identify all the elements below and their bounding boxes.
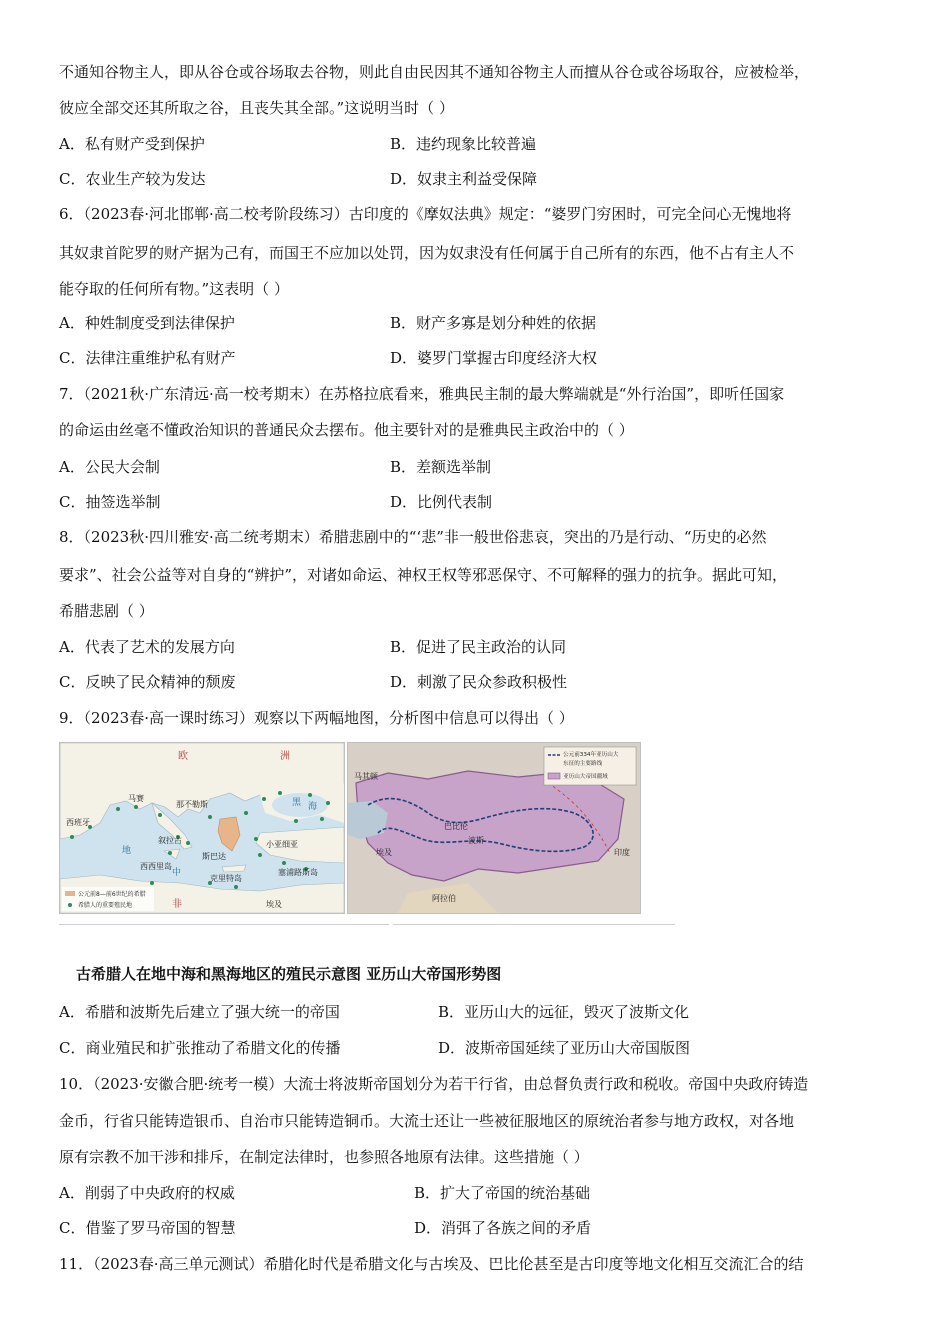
q5-option-a[interactable]: A．私有财产受到保护 <box>59 135 205 153</box>
map2-label-macedon: 马其顿 <box>354 772 378 781</box>
q10-option-a[interactable]: A．削弱了中央政府的权威 <box>59 1184 235 1202</box>
q6-option-a[interactable]: A．种姓制度受到法律保护 <box>59 314 235 332</box>
q10-option-d[interactable]: D．消弭了各族之间的矛盾 <box>414 1219 592 1237</box>
q8-option-d[interactable]: D．刺激了民众参政积极性 <box>390 673 568 691</box>
q7-option-a[interactable]: A．公民大会制 <box>59 458 160 476</box>
q5-line-1: 不通知谷物主人，即从谷仓或谷场取去谷物，则此自由民因其不通知谷物主人而擅从谷仓或谷场取谷，应被检举， <box>59 63 810 81</box>
map1-legend-1: 公元前8—前6世纪的希腊 <box>78 891 146 898</box>
q6-line-3: 能夺取的任何所有物。”这表明（ ） <box>59 280 289 298</box>
q6-line-1: 6．（2023春·河北邯郸·高二校考阶段练习）古印度的《摩奴法典》规定：“婆罗门穷困时，可完全问心无愧地将 <box>59 205 792 223</box>
map1-legend-2: 希腊人的重要殖民地 <box>78 902 133 909</box>
map1-label-crete: 克里特岛 <box>210 874 242 883</box>
q9-line-1: 9．（2023春·高一课时练习）观察以下两幅地图，分析图中信息可以得出（ ） <box>59 709 574 727</box>
q7-line-1: 7．（2021秋·广东清远·高一校考期末）在苏格拉底看来，雅典民主制的最大弊端就是“外行治国”，即听任国家 <box>59 385 785 403</box>
q9-option-d[interactable]: D．波斯帝国延续了亚历山大帝国版图 <box>438 1039 691 1057</box>
table-divider-right <box>393 924 675 925</box>
q6-option-d[interactable]: D．婆罗门掌握古印度经济大权 <box>390 349 598 367</box>
q6-line-2: 其奴隶首陀罗的财产据为己有，而国王不应加以处罚，因为奴隶没有任何属于自己所有的东西，他不占有主人不 <box>59 244 795 262</box>
q10-line-2: 金币，行省只能铸造银币、自治市只能铸造铜币。大流士还让一些被征服地区的原统治者参与地方政权，对各地 <box>59 1112 795 1130</box>
q8-line-3: 希腊悲剧（ ） <box>59 602 154 620</box>
map2-legend-2: 东征的主要路线 <box>563 761 603 767</box>
map2-label-egypt: 埃及 <box>376 848 392 857</box>
q9-option-b[interactable]: B．亚历山大的远征，毁灭了波斯文化 <box>438 1003 690 1021</box>
map1-label-sparta: 斯巴达 <box>202 852 226 861</box>
map1-label-naples: 那不勒斯 <box>176 800 208 809</box>
q9-option-c[interactable]: C．商业殖民和扩张推动了希腊文化的传播 <box>59 1039 341 1057</box>
q5-option-b[interactable]: B．违约现象比较普遍 <box>390 135 537 153</box>
map1-label-cyprus: 塞浦路斯岛 <box>278 868 318 877</box>
q8-line-2: 要求”、社会公益等对自身的“辨护”，对诸如命运、神权王权等邪恶保守、不可解释的强力的抗争。据此可知， <box>59 566 788 584</box>
q11-line-1: 11．（2023春·高三单元测试）希腊化时代是希腊文化与古埃及、巴比伦甚至是古印度等地文化相互交流汇合的结 <box>59 1255 804 1273</box>
q5-line-2: 彼应全部交还其所取之谷，且丧失其全部。”这说明当时（ ） <box>59 99 454 117</box>
q5-option-c[interactable]: C．农业生产较为发达 <box>59 170 206 188</box>
map2-legend-1: 公元前334年亚历山大 <box>563 752 619 758</box>
map2-label-india: 印度 <box>614 848 630 857</box>
q8-option-a[interactable]: A．代表了艺术的发展方向 <box>59 638 235 656</box>
q8-option-b[interactable]: B．促进了民主政治的认同 <box>390 638 567 656</box>
map2-legend-3: 亚历山大帝国疆域 <box>563 774 608 780</box>
map1-label-spain: 西班牙 <box>66 818 90 827</box>
map1-label-med: 中 <box>172 868 182 878</box>
q10-line-3: 原有宗教不加干涉和排斥，在制定法律时，也参照各地原有法律。这些措施（ ） <box>59 1148 589 1166</box>
map1-label-mid: 地 <box>122 846 132 856</box>
q10-option-c[interactable]: C．借鉴了罗马帝国的智慧 <box>59 1219 236 1237</box>
map1-label-massilia: 马赛 <box>128 794 144 803</box>
q7-line-2: 的命运由丝毫不懂政治知识的普通民众去摆布。他主要针对的是雅典民主政治中的（ ） <box>59 421 634 439</box>
q10-line-1: 10．（2023·安徽合肥·统考一模）大流士将波斯帝国划分为若干行省，由总督负责行政和税收。帝国中央政府铸造 <box>59 1075 809 1093</box>
greek-colonization-map <box>59 742 345 914</box>
alexander-empire-map <box>347 742 641 914</box>
map1-label-syracuse: 叙拉古 <box>158 836 182 845</box>
q10-option-b[interactable]: B．扩大了帝国的统治基础 <box>414 1184 591 1202</box>
map1-label-zhou: 洲 <box>280 751 290 762</box>
map2-label-babylon: 巴比伦 <box>444 822 468 831</box>
map1-label-egypt: 埃及 <box>266 900 282 909</box>
q8-option-c[interactable]: C．反映了民众精神的颓废 <box>59 673 236 691</box>
q7-option-b[interactable]: B．差额选举制 <box>390 458 492 476</box>
map1-label-europe: 欧 <box>178 751 188 762</box>
map1-label-sicily: 西西里岛 <box>140 862 172 871</box>
q8-line-1: 8．（2023秋·四川雅安·高二统考期末）希腊悲剧中的“‘悲”非一般世俗悲哀，突出的乃是行动、“历史的必然 <box>59 528 767 546</box>
map2-label-arabia: 阿拉伯 <box>432 894 456 903</box>
greek-colonization-map-svg <box>60 743 344 913</box>
map1-label-africa: 非 <box>172 899 182 910</box>
map2-label-persia: 波斯 <box>468 836 484 845</box>
map1-label-asia-minor: 小亚细亚 <box>266 840 298 849</box>
table-divider-left <box>59 924 389 925</box>
q7-option-c[interactable]: C．抽签选举制 <box>59 493 161 511</box>
map1-label-sea: 海 <box>308 802 318 812</box>
map1-label-black: 黑 <box>292 798 302 808</box>
q5-option-d[interactable]: D．奴隶主利益受保障 <box>390 170 538 188</box>
q9-option-a[interactable]: A．希腊和波斯先后建立了强大统一的帝国 <box>59 1003 340 1021</box>
q7-option-d[interactable]: D．比例代表制 <box>390 493 493 511</box>
q6-option-b[interactable]: B．财产多寡是划分种姓的依据 <box>390 314 597 332</box>
q6-option-c[interactable]: C．法律注重维护私有财产 <box>59 349 236 367</box>
alexander-empire-map-svg <box>348 743 640 913</box>
q9-map-caption: 古希腊人在地中海和黑海地区的殖民示意图 亚历山大帝国形势图 <box>76 965 502 983</box>
